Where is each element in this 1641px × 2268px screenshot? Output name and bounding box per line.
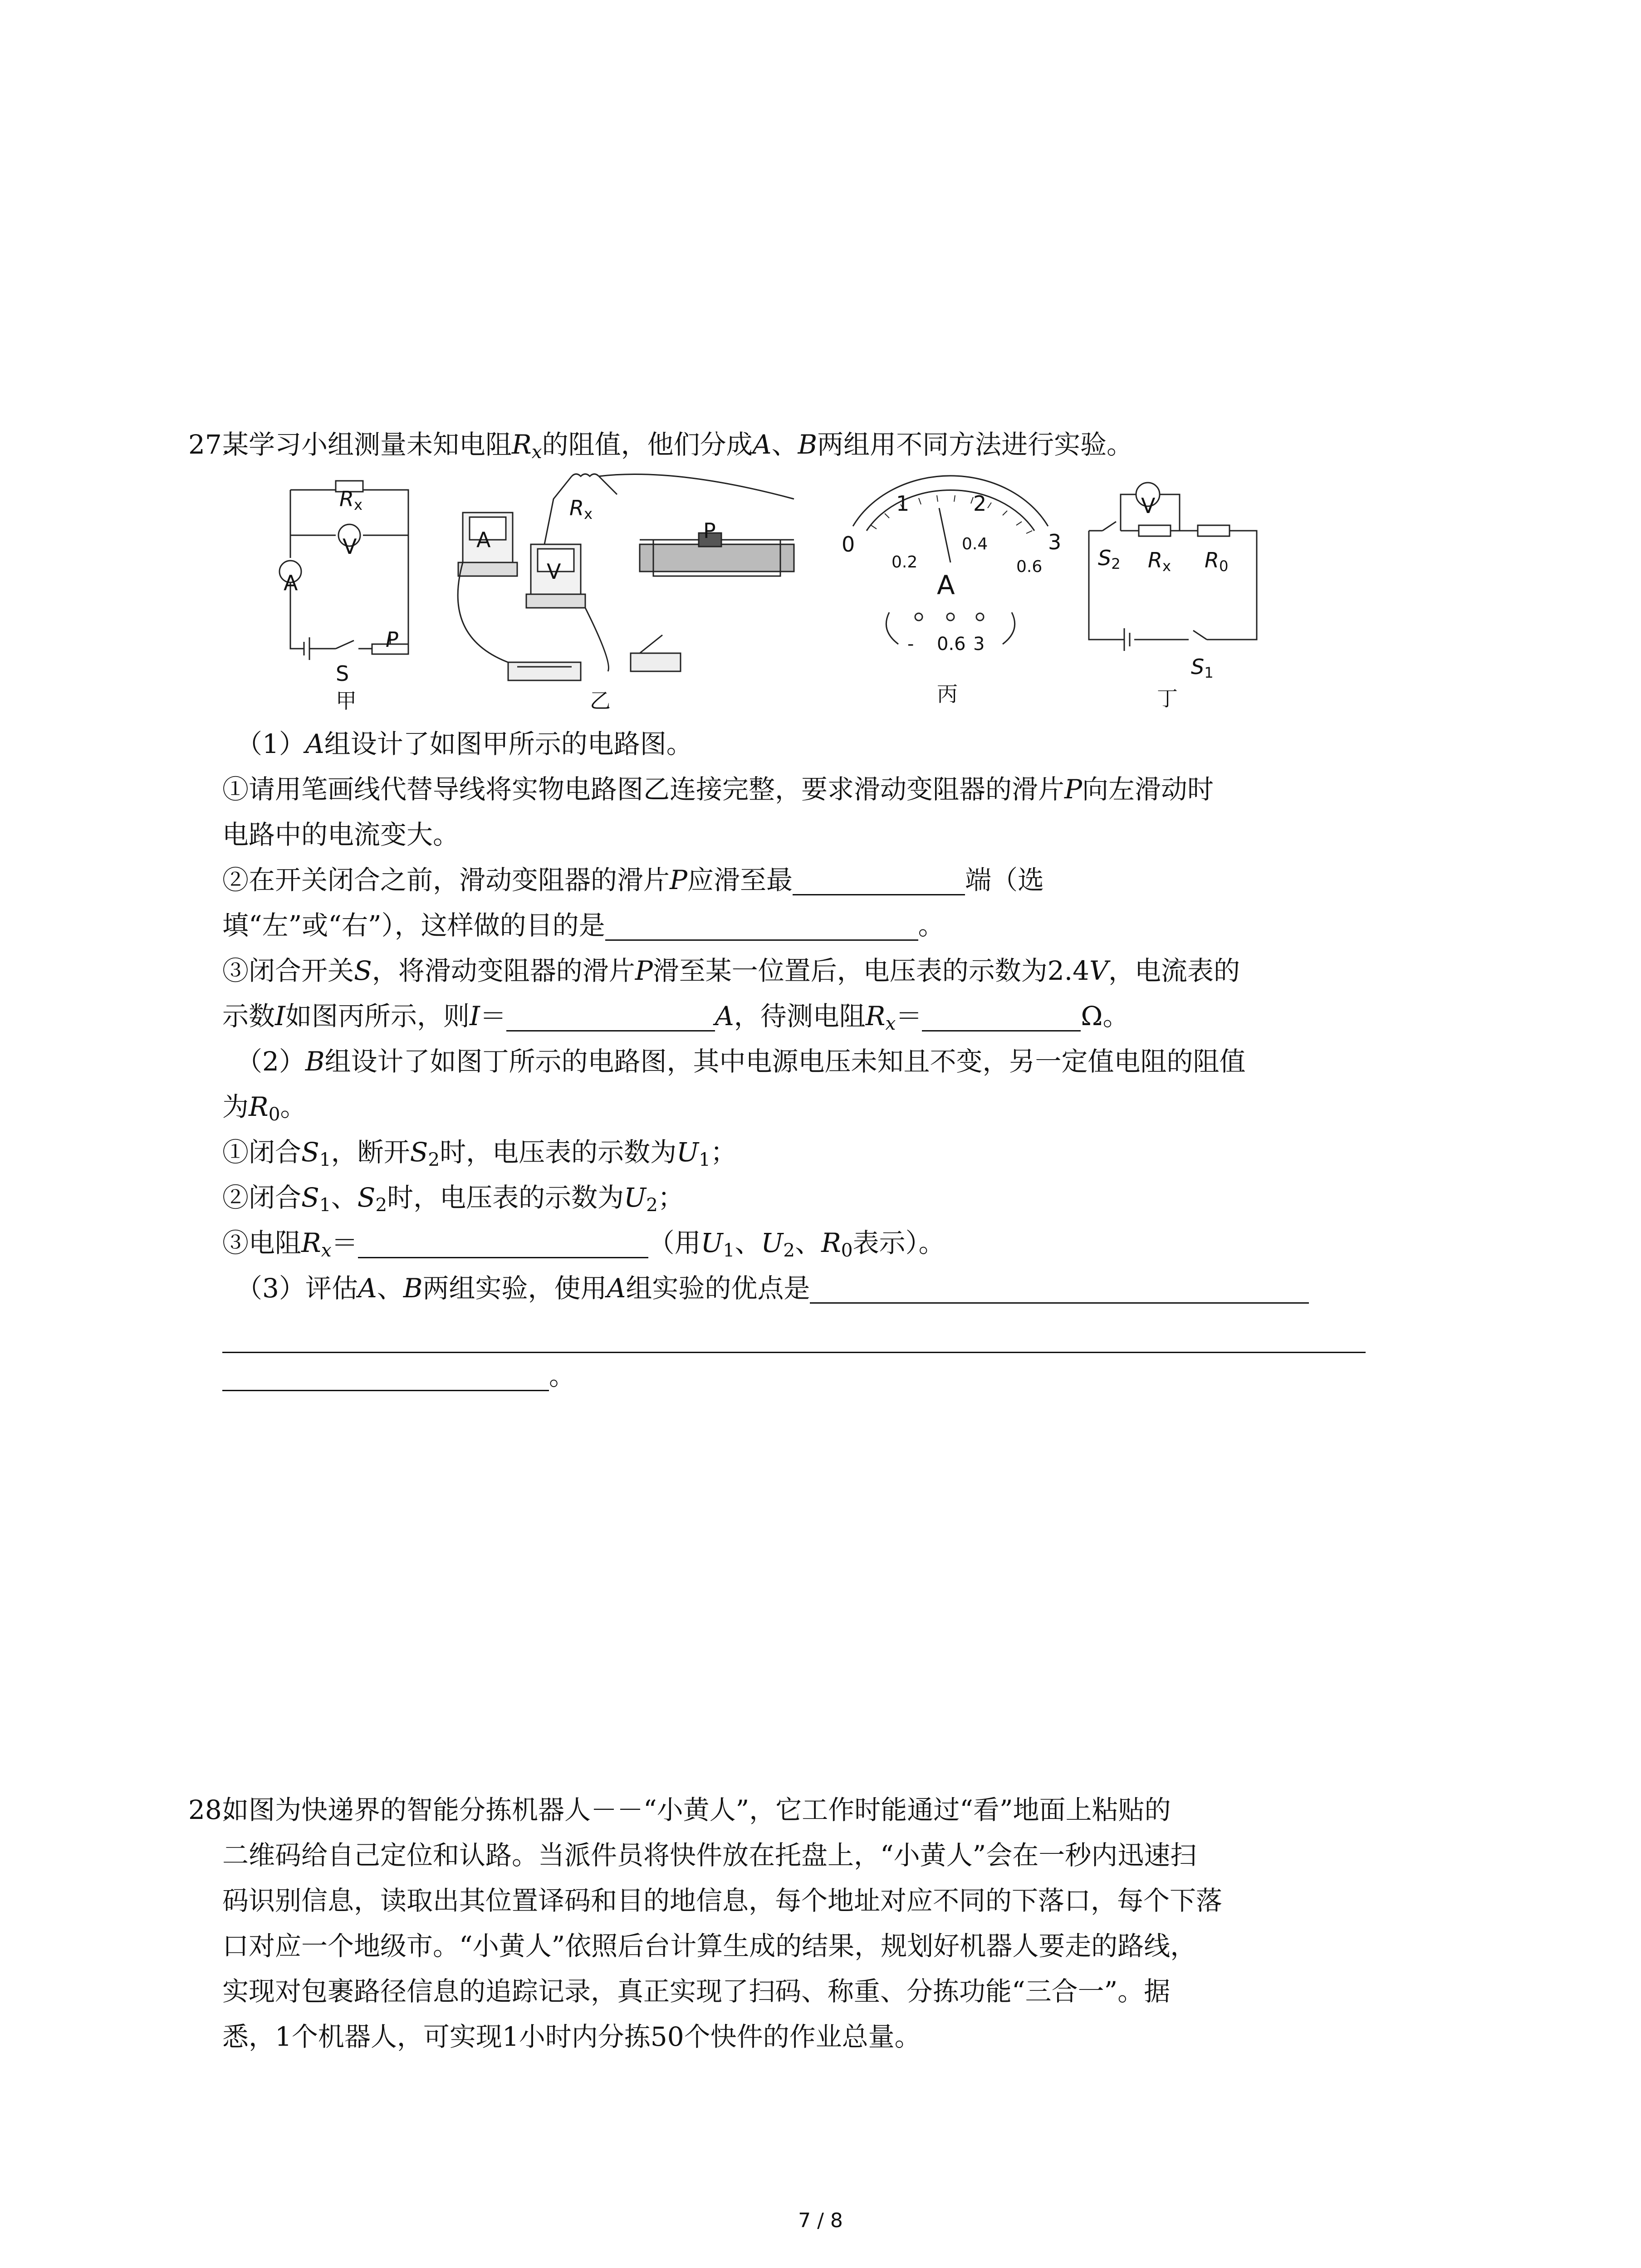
figure-bing: 0 1 2 3 0.2 0.4 0.6 A - 0.6 3 丙 xyxy=(835,472,1071,689)
figure-jia: $R_x$ V A P S 甲 xyxy=(272,472,422,699)
answer-blank[interactable] xyxy=(810,1275,1309,1304)
question-intro: 某学习小组测量未知电阻$R_x$的阻值，他们分成A、B两组用不同方法进行实验。 xyxy=(222,429,1133,463)
physical-circuit-yi xyxy=(449,472,821,703)
figure-row xyxy=(222,472,1447,717)
caption-yi: 乙 xyxy=(590,689,611,713)
page-number: 7 / 8 xyxy=(798,2209,843,2232)
answer-blank[interactable] xyxy=(793,867,965,895)
answer-line[interactable] xyxy=(222,1311,1366,1353)
answer-blank[interactable] xyxy=(506,1003,715,1031)
question-number: 28. xyxy=(188,1794,230,1825)
paragraph-line: 实现对包裹路径信息的追踪记录，真正实现了扫码、称重、分拣功能“三合一”。据 xyxy=(222,1976,1171,2007)
part-2-item-1: ①闭合$S_1$，断开$S_2$时，电压表的示数为$U_1$； xyxy=(222,1137,737,1171)
part-2-item-3: ③电阻$R_x=$ （用$U_1$、$U_2$、$R_0$表示）。 xyxy=(222,1227,945,1261)
part-1-item-3: ③闭合开关S，将滑动变阻器的滑片P滑至某一位置后，电压表的示数为2.4V，电流表的 xyxy=(222,955,1240,986)
part-3: （3）评估A、B两组实验，使用A组实验的优点是 xyxy=(222,1266,1447,1311)
paragraph-line: 二维码给自己定位和认路。当派件员将快件放在托盘上，“小黄人”会在一秒内迅速扫 xyxy=(222,1840,1197,1871)
part-2-item-2: ②闭合$S_1$、$S_2$时，电压表的示数为$U_2$； xyxy=(222,1182,684,1216)
part-1-item-2: ②在开关闭合之前，滑动变阻器的滑片P应滑至最 端（选 xyxy=(222,865,1044,895)
part-2-cont: 为$R_0$。 xyxy=(222,1091,307,1125)
caption-bing: 丙 xyxy=(937,682,958,706)
answer-blank[interactable] xyxy=(922,1003,1081,1031)
question-27 xyxy=(188,422,1447,1398)
part-1-item-2-cont: 填“左”或“右”），这样做的目的是 。 xyxy=(222,910,945,941)
paragraph-line: 码识别信息，读取出其位置译码和目的地信息，每个地址对应不同的下落口，每个下落 xyxy=(222,1885,1223,1916)
part-1-item-3-cont: 示数I如图丙所示，则I＝ A，待测电阻$R_x= \Omega$。 xyxy=(222,1001,1129,1035)
part-2: （2）B组设计了如图丁所示的电路图，其中电源电压未知且不变，另一定值电阻的阻值 xyxy=(236,1046,1246,1077)
paragraph-line: 悉，1个机器人，可实现1小时内分拣50个快件的作业总量。 xyxy=(222,2021,921,2052)
figure-ding: V $S_2$ $R_x$ $R_0$ $S_1$ 丁 xyxy=(1084,472,1275,694)
question-28 xyxy=(188,1787,1447,2059)
part-1: （1）A组设计了如图甲所示的电路图。 xyxy=(236,728,693,759)
part-3-end: 。 xyxy=(222,1353,1447,1398)
part-1-item-1: ①请用笔画线代替导线将实物电路图乙连接完整，要求滑动变阻器的滑片P向左滑动时 xyxy=(222,774,1214,805)
caption-ding: 丁 xyxy=(1157,686,1178,711)
answer-blank[interactable] xyxy=(222,1363,549,1391)
answer-blank[interactable] xyxy=(358,1230,648,1258)
caption-jia: 甲 xyxy=(336,689,357,713)
answer-blank[interactable] xyxy=(605,912,918,941)
part-1-item-1-cont: 电路中的电流变大。 xyxy=(222,819,460,850)
paragraph-line: 如图为快递界的智能分拣机器人－－“小黄人”，它工作时能通过“看”地面上粘贴的 xyxy=(222,1794,1171,1825)
figure-yi: A V $R_x$ P 乙 xyxy=(449,472,821,717)
paragraph-line: 口对应一个地级市。“小黄人”依照后台计算生成的结果，规划好机器人要走的路线， xyxy=(222,1931,1197,1961)
question-number: 27. xyxy=(188,429,230,460)
